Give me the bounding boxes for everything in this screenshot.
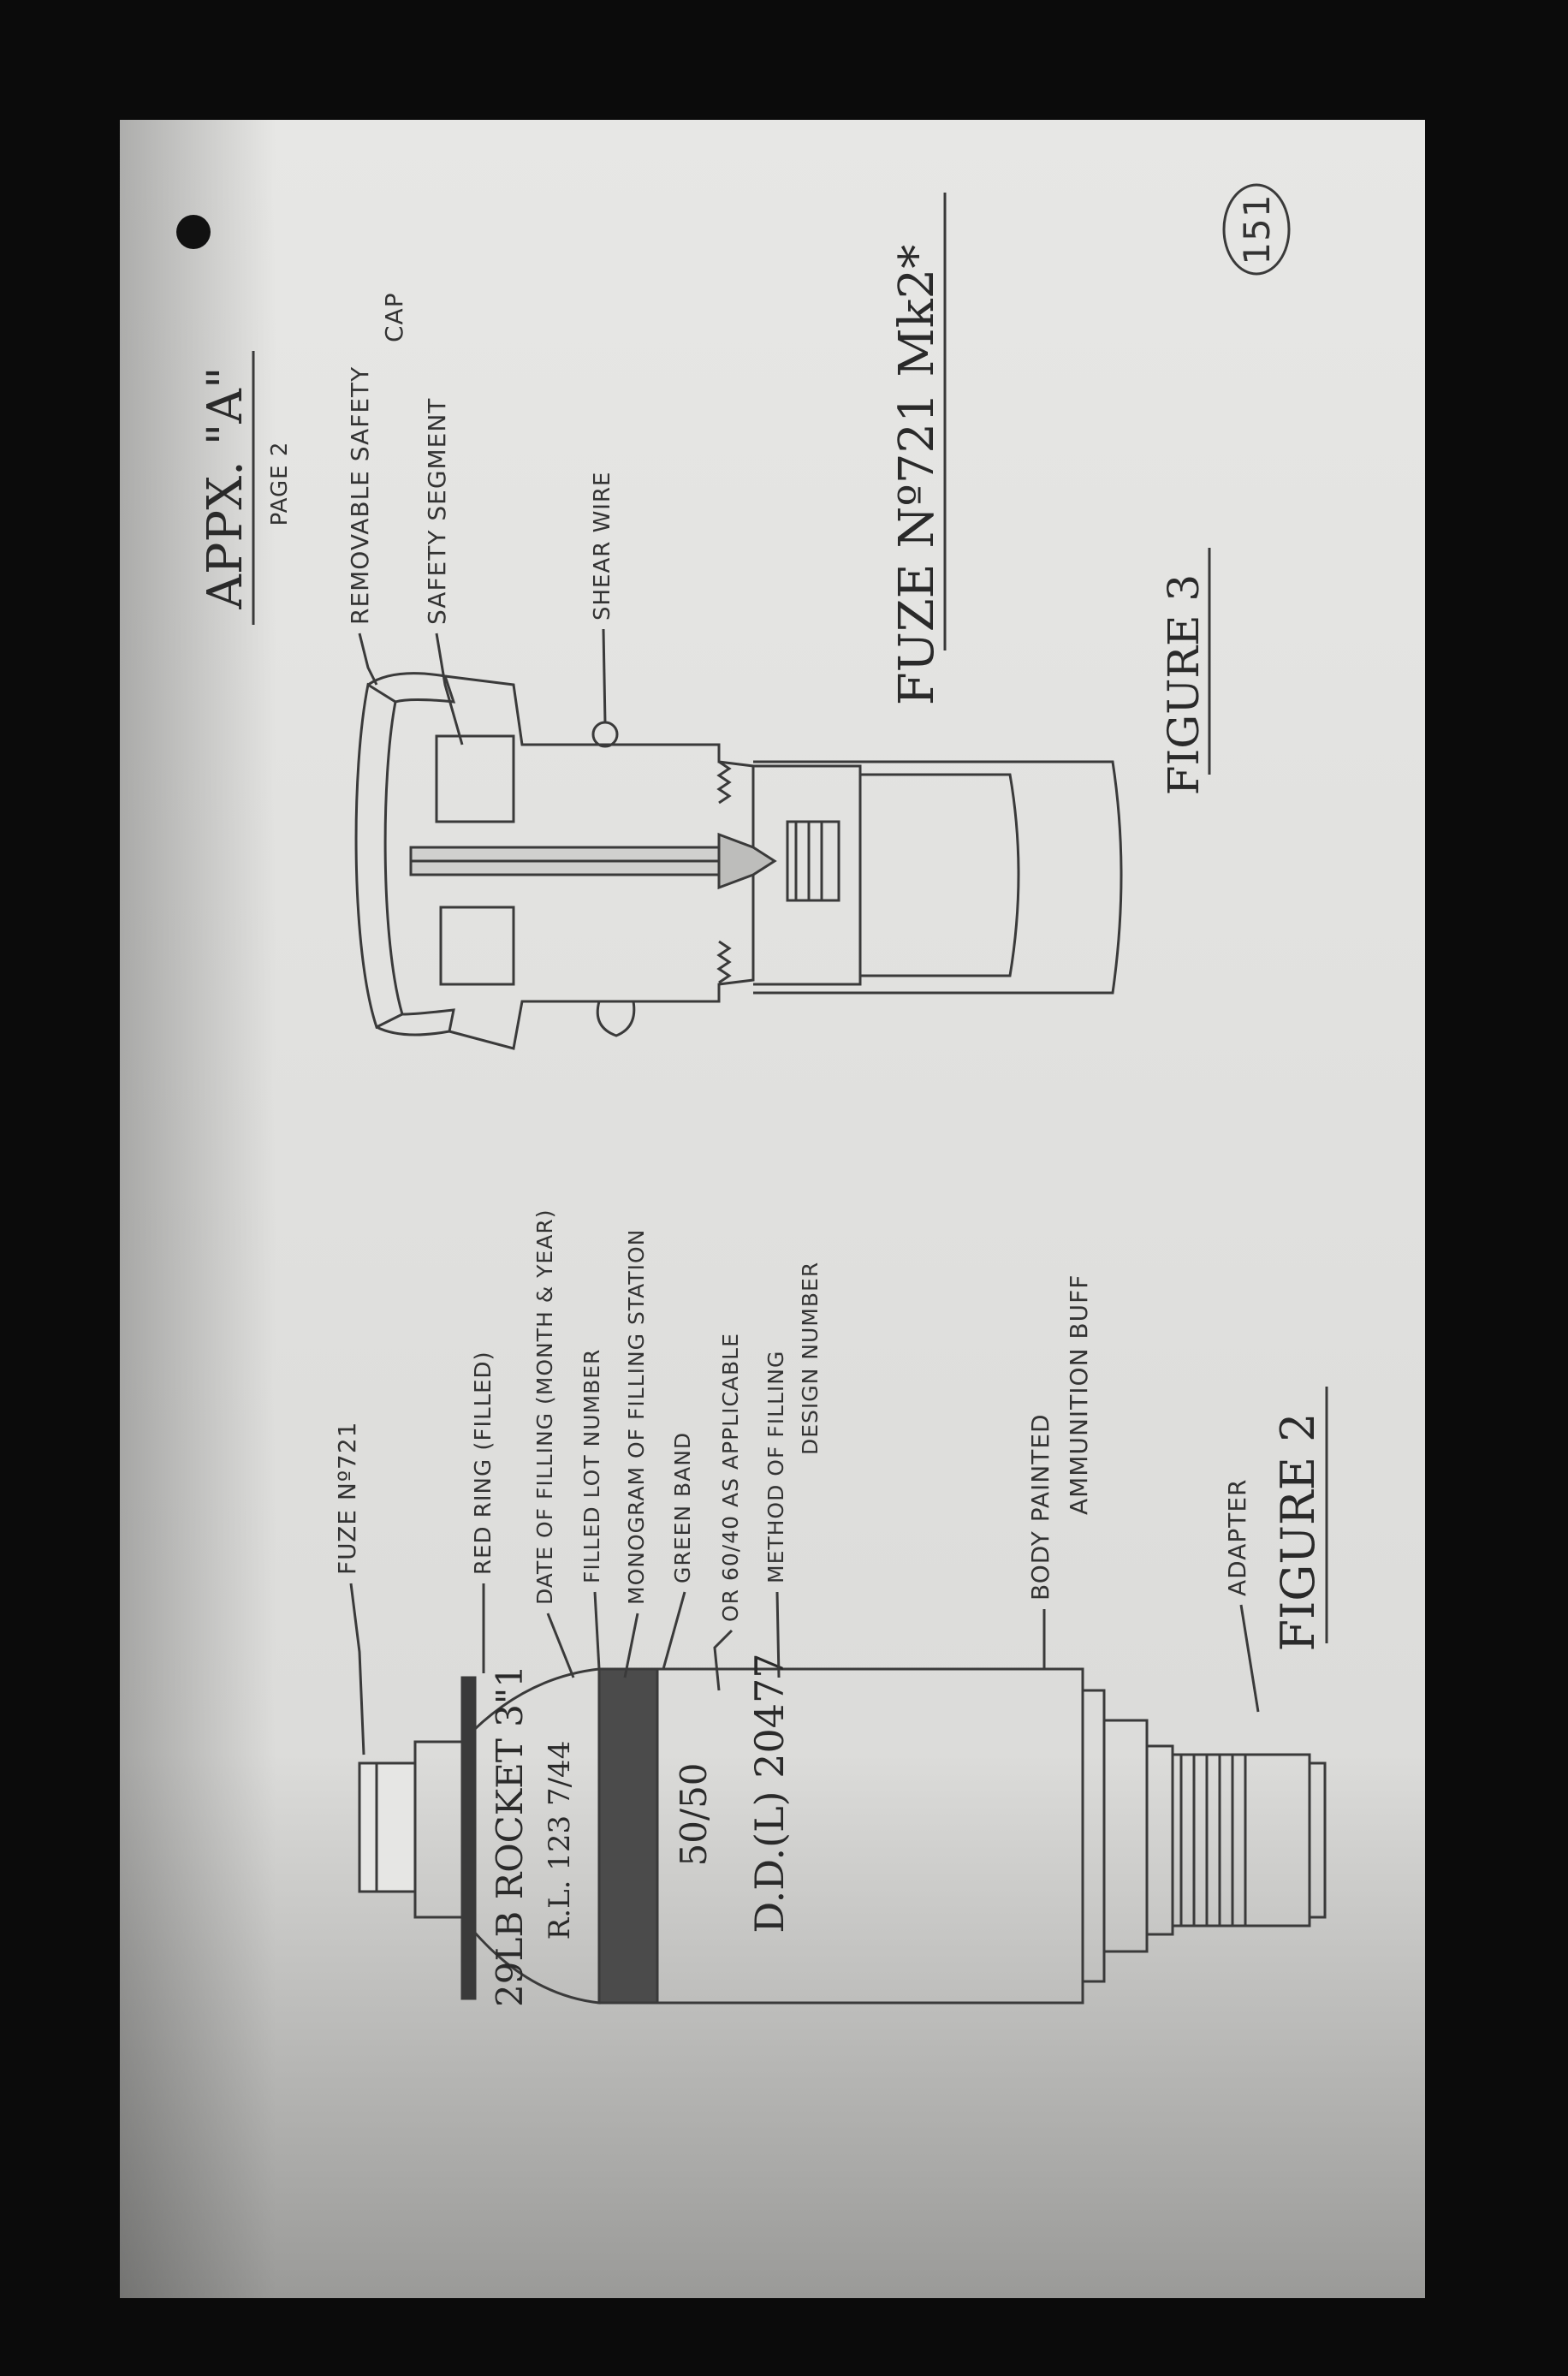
label-body-painted: BODY PAINTED — [1026, 1413, 1054, 1601]
label-or-60-40: OR 60/40 AS APPLICABLE — [718, 1333, 743, 1622]
label-red-ring: RED RING (FILLED) — [471, 1351, 496, 1575]
figure2-caption: FIGURE 2 — [1271, 1412, 1325, 1652]
label-green-band: GREEN BAND — [670, 1431, 695, 1583]
appendix-title: APPX. "A" — [198, 366, 253, 609]
stencil-line2: R.L. 123 7/44 — [543, 1740, 577, 1940]
label-filled-lot-number: FILLED LOT NUMBER — [579, 1348, 604, 1583]
folio-number: 151 — [1236, 193, 1278, 265]
label-fuze-721: FUZE Nº721 — [333, 1421, 361, 1575]
label-shear-wire: SHEAR WIRE — [590, 471, 615, 621]
label-cap: CAP — [380, 292, 408, 342]
stencil-line4: D.D.(L) 20477 — [746, 1653, 793, 1933]
label-date-of-filling: DATE OF FILLING (MONTH & YEAR) — [532, 1209, 557, 1605]
stencil-line3: 50/50 — [673, 1762, 715, 1867]
figure3-fuze-title: FUZE Nº721 Mk2* — [889, 244, 945, 706]
label-design-number: DESIGN NUMBER — [798, 1261, 823, 1455]
label-safety-segment: SAFETY SEGMENT — [423, 397, 451, 625]
figure3-caption: FIGURE 3 — [1159, 573, 1209, 796]
label-monogram: MONOGRAM OF FILLING STATION — [624, 1228, 649, 1605]
label-method-of-filling: METHOD OF FILLING — [763, 1350, 788, 1583]
label-adapter: ADAPTER — [1223, 1478, 1251, 1596]
punch-hole — [176, 215, 211, 249]
page-label: PAGE 2 — [267, 441, 293, 526]
stencil-line1: 29LB ROCKET 3"1 — [489, 1665, 531, 2007]
label-ammunition-buff: AMMUNITION BUFF — [1065, 1274, 1093, 1515]
label-removable-safety-cap: REMOVABLE SAFETY — [346, 365, 374, 625]
